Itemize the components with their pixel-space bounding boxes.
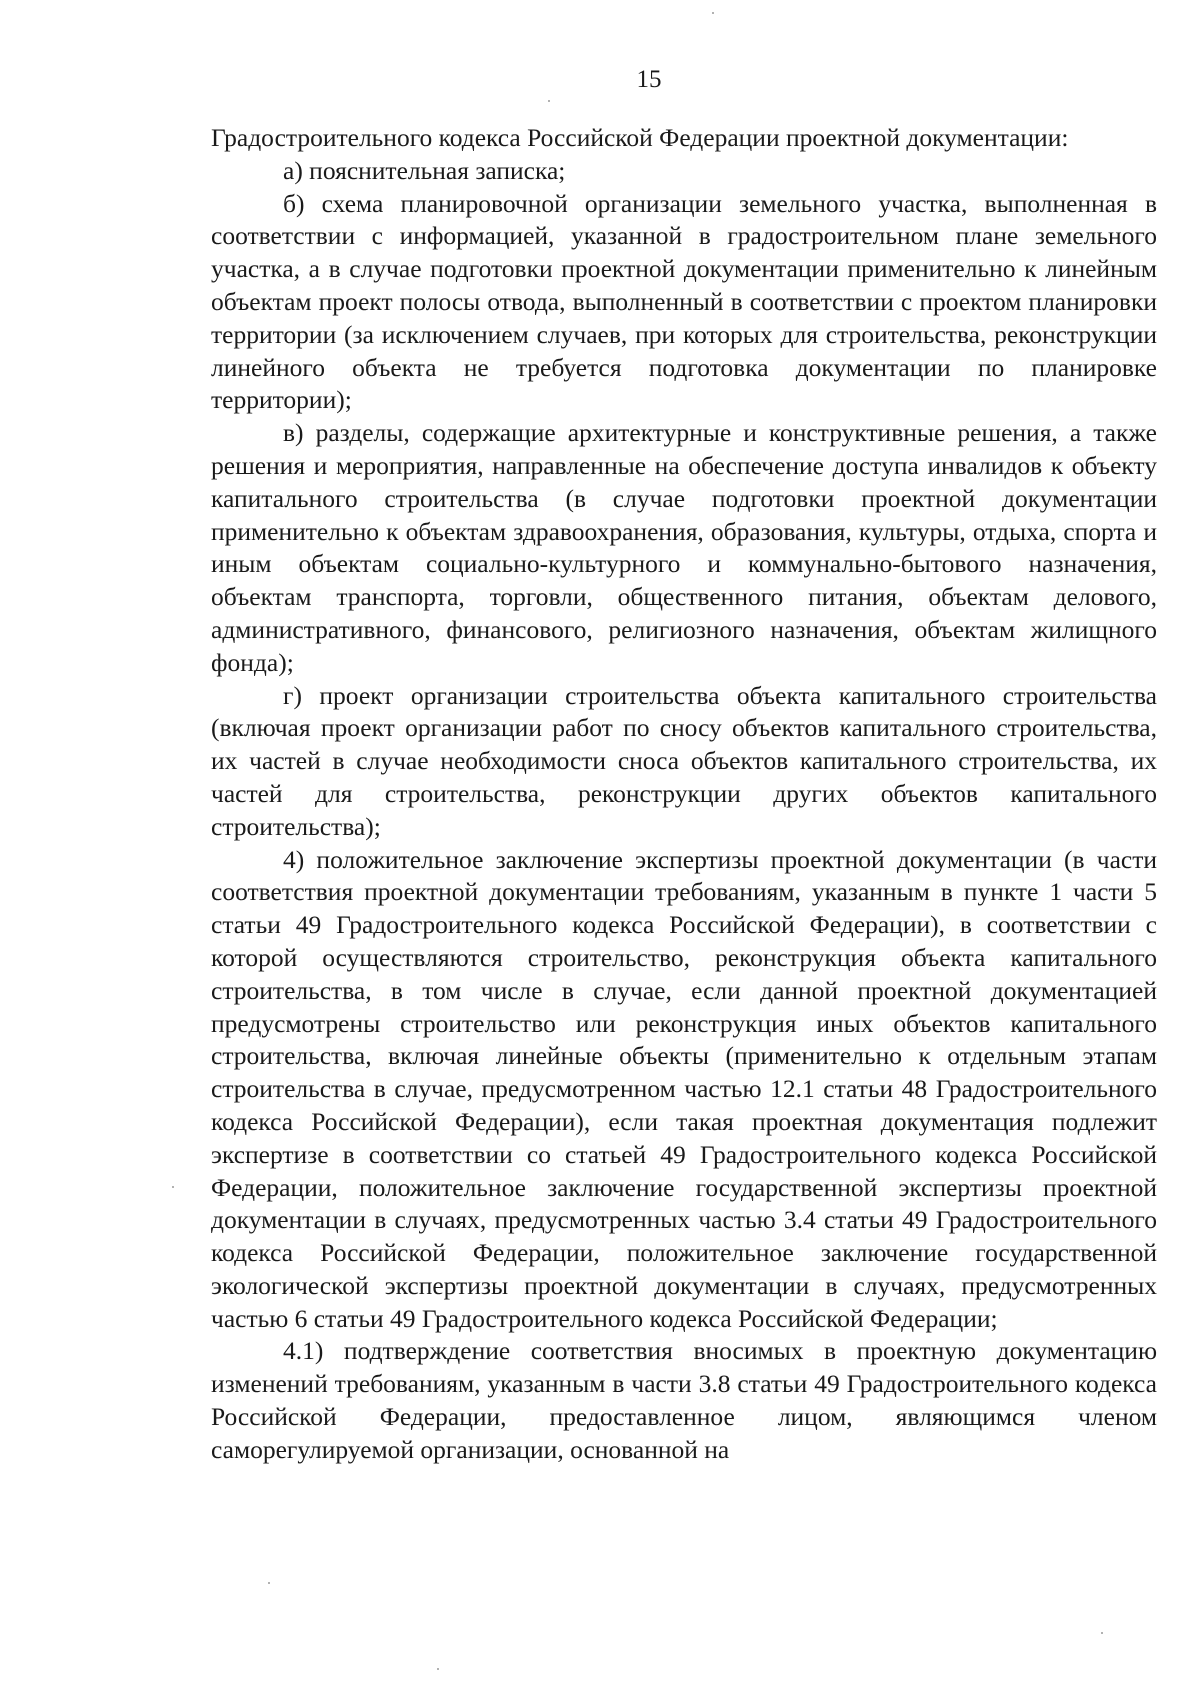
paragraph-continuation: Градостроительного кодекса Российской Федерации проектной документации: [211,123,1069,152]
paragraph-item-4-1: 4.1) подтверждение соответствия вносимых в проектную документацию изменений требованиям, указанным в части 3.8 статьи 49 Градостроительного кодекса Российской Федерации, предоставленное лицом, являющимся членом саморегулируемой организации, основанной на [211,1336,1157,1464]
page-number: 15 [636,66,662,93]
scan-speck [268,1582,270,1584]
page-body [211,122,1157,1467]
scan-speck [548,100,550,102]
scan-speck [437,1668,439,1670]
scan-speck [1101,1632,1103,1634]
scan-speck [172,1186,174,1188]
paragraph-item-b: б) схема планировочной организации земельного участка, выполненная в соответствии с информацией, указанной в градостроительном плане земельного участка, а в случае подготовки проектной документации применительно к линейным объектам проект полосы отвода, выполненный в соответствии с проектом планировки территории (за исключением случаев, при которых для строительства, реконструкции линейного объекта не требуется подготовка документации по планировке территории); [211,188,1157,415]
paragraph-item-4: 4) положительное заключение экспертизы проектной документации (в части соответствия проектной документации требованиям, указанным в пункте 1 части 5 статьи 49 Градостроительного кодекса Российской Федерации), в соответствии с которой осуществляются строительство, реконструкция объекта капитального строительства, в том числе в случае, если данной проектной документацией предусмотрены строительство или реконструкция иных объектов капитального строительства, включая линейные объекты (применительно к отдельным этапам строительства в случае, предусмотренном частью 12.1 статьи 48 Градостроительного кодекса Российской Федерации), если такая проектная документация подлежит экспертизе в соответствии со статьей 49 Градостроительного кодекса Российской Федерации, положительное заключение государственной экспертизы проектной документации в случаях, предусмотренных частью 3.4 статьи 49 Градостроительного кодекса Российской Федерации, положительное заключение государственной экологической экспертизы проектной документации в случаях, предусмотренных частью 6 статьи 49 Градостроительного кодекса Российской Федерации; [211,844,1157,1333]
scan-speck [712,12,714,14]
paragraph-item-g: г) проект организации строительства объекта капитального строительства (включая проект организации работ по сносу объектов капитального строительства, их частей в случае необходимости сноса объектов капитального строительства, их частей для строительства, реконструкции других объектов капитального строительства); [211,680,1157,841]
paragraph-item-a: а) пояснительная записка; [283,155,566,185]
paragraph-item-v: в) разделы, содержащие архитектурные и конструктивные решения, а также решения и мероприятия, направленные на обеспечение доступа инвалидов к объекту капитального строительства (в случае подготовки проектной документации применительно к объектам здравоохранения, образования, культуры, отдыха, спорта и иным объектам социально-культурного и коммунально-бытового назначения, объектам транспорта, торговли, общественного питания, объектам делового, административного, финансового, религиозного назначения, объектам жилищного фонда); [211,418,1157,677]
